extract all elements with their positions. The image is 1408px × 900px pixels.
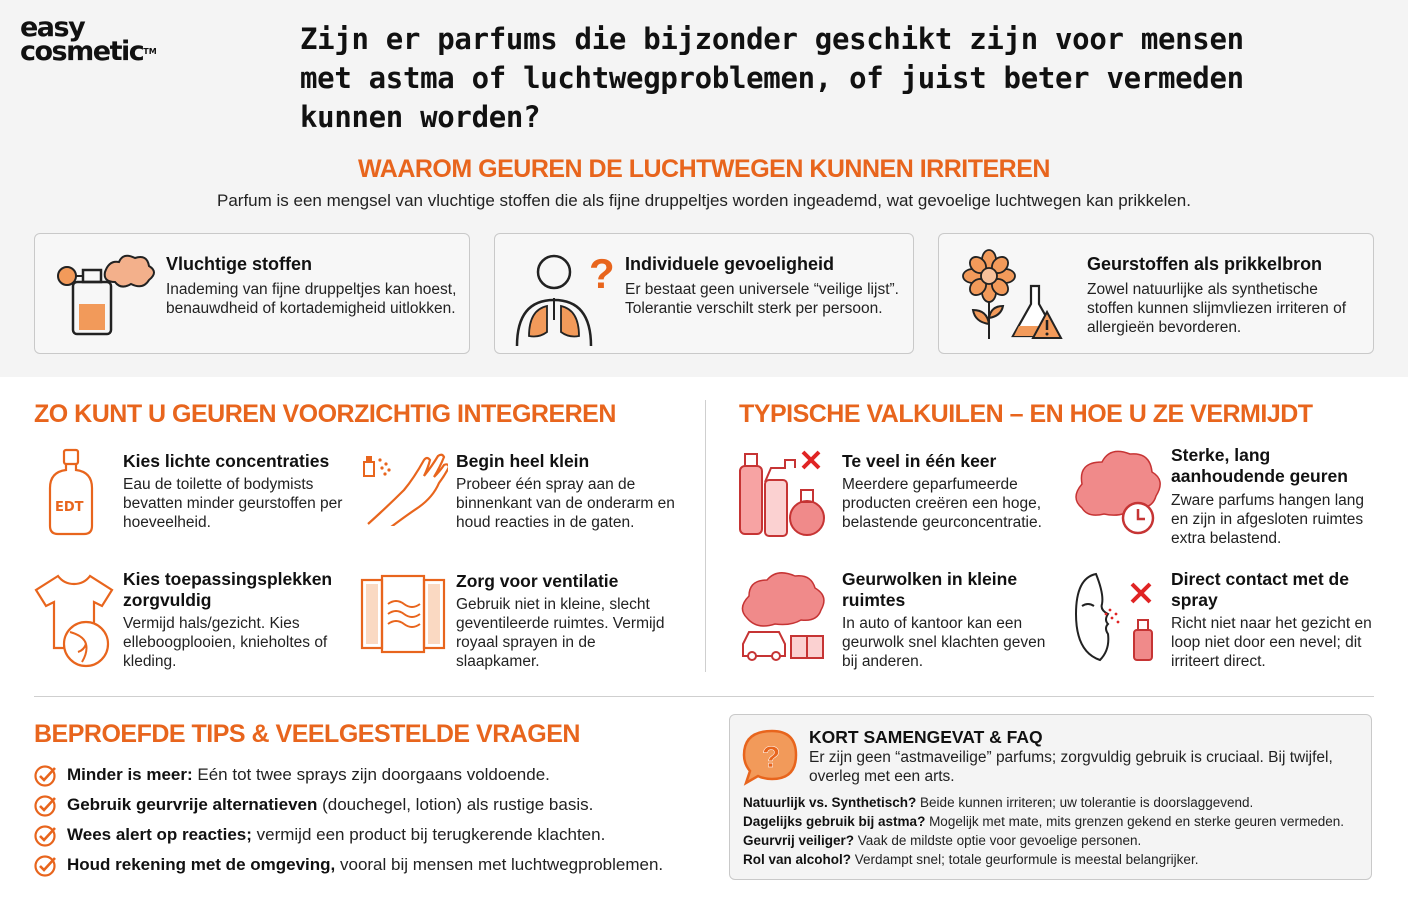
faq-answer: Vaak de mildste optie voor gevoelige personen. <box>854 833 1142 848</box>
faq-answer: Beide kunnen irriteren; uw tolerantie is doorslaggevend. <box>916 795 1254 810</box>
tip-bold: Wees alert op reacties; <box>67 825 252 844</box>
svg-text:?: ? <box>589 250 615 297</box>
tip-bold: Houd rekening met de omgeving, <box>67 855 336 874</box>
many-products-x-icon <box>737 448 833 540</box>
why-card-body: Er bestaat geen universele “veilige lijst”. Tolerantie verschilt sterk per persoon. <box>625 281 899 317</box>
careful-item-body: Probeer één spray aan de binnenkant van de onderarm en houd reacties in de gaten. <box>456 476 675 531</box>
careful-item-title: Zorg voor ventilatie <box>456 571 619 591</box>
careful-item-body: Gebruik niet in kleine, slecht geventileerde ruimtes. Vermijd royaal sprayen in de slaapkamer. <box>456 596 665 670</box>
careful-item-application <box>34 568 354 678</box>
perfume-spray-icon <box>49 246 169 346</box>
logo-tm: TM <box>143 47 157 56</box>
check-circle-icon <box>34 794 58 818</box>
careful-item-body: Eau de toilette of bodymists bevatten minder geurstoffen per hoeveelheid. <box>123 476 343 531</box>
pitfall-item-body: In auto of kantoor kan een geurwolk snel klachten geven bij anderen. <box>842 615 1046 670</box>
faq-question: Rol van alcohol? <box>743 852 852 867</box>
why-card-sensitivity <box>494 233 914 354</box>
face-spray-x-icon <box>1072 568 1162 664</box>
careful-item-title: Begin heel klein <box>456 451 590 471</box>
spray-hand-icon <box>358 446 448 526</box>
tips-list <box>34 764 714 884</box>
why-card-title: Individuele gevoeligheid <box>625 254 835 274</box>
pitfall-item-title: Direct contact met de spray <box>1171 569 1349 610</box>
tip-item <box>34 854 714 884</box>
pitfall-item-strong-scents <box>1072 444 1382 554</box>
why-card-title: Geurstoffen als prikkelbron <box>1087 254 1323 274</box>
tip-item <box>34 764 714 794</box>
edt-badge: EDT <box>55 500 84 515</box>
tip-text: Eén tot twee sprays zijn doorgaans voldoende. <box>192 765 550 784</box>
tip-text: (douchegel, lotion) als rustige basis. <box>317 795 594 814</box>
question-bubble-icon <box>742 727 802 787</box>
flower-flask-warning-icon <box>953 246 1073 346</box>
faq-qa <box>743 794 1368 812</box>
pitfall-item-title: Te veel in één keer <box>842 451 997 471</box>
careful-item-start-small <box>358 446 688 546</box>
why-card-volatile <box>34 233 470 354</box>
faq-summary: Er zijn geen “astmaveilige” parfums; zorgvuldig gebruik is cruciaal. Bij twijfel, overleg met een arts. <box>809 749 1333 785</box>
svg-text:?: ? <box>762 741 781 774</box>
faq-question: Dagelijks gebruik bij astma? <box>743 814 926 829</box>
careful-item-concentrations <box>44 448 344 548</box>
pitfall-item-direct-contact <box>1072 568 1382 678</box>
open-window-icon <box>358 568 448 658</box>
person-lungs-question-icon <box>509 246 619 346</box>
section-divider-horizontal <box>34 696 1374 697</box>
why-card-fragrance <box>938 233 1374 354</box>
check-circle-icon <box>34 854 58 878</box>
cloud-clock-icon <box>1072 444 1162 536</box>
faq-qa <box>743 832 1368 850</box>
faq-question: Geurvrij veiliger? <box>743 833 855 848</box>
faq-answer: Verdampt snel; totale geurformule is meestal belangrijker. <box>851 852 1199 867</box>
faq-question: Natuurlijk vs. Synthetisch? <box>743 795 917 810</box>
pitfall-item-small-rooms <box>737 568 1067 678</box>
faq-qa <box>743 813 1368 831</box>
careful-item-title: Kies toepassingsplekken zorgvuldig <box>123 569 333 610</box>
edt-bottle-icon <box>44 448 104 538</box>
why-card-body: Inademing van fijne druppeltjes kan hoest, benauwdheid of kortademigheid uitlokken. <box>166 281 457 317</box>
careful-item-ventilation <box>358 568 688 678</box>
check-circle-icon <box>34 824 58 848</box>
faq-title: KORT SAMENGEVAT & FAQ <box>809 727 1043 747</box>
why-card-body: Zowel natuurlijke als synthetische stoffen kunnen slijmvliezen irriteren of allergieën bevorderen. <box>1087 281 1347 336</box>
section-divider-vertical <box>705 400 706 672</box>
tip-item <box>34 794 714 824</box>
logo-line2: cosmetic <box>20 36 144 67</box>
pitfall-item-title: Sterke, lang aanhoudende geuren <box>1171 445 1348 486</box>
faq-qa <box>743 851 1368 869</box>
why-heading: WAAROM GEUREN DE LUCHTWEGEN KUNNEN IRRITEREN <box>358 155 1050 183</box>
tip-bold: Minder is meer: <box>67 765 193 784</box>
pitfall-item-body: Meerdere geparfumeerde producten creëren een hoge, belastende geurconcentratie. <box>842 476 1042 531</box>
careful-item-body: Vermijd hals/gezicht. Kies elleboogplooien, knieholtes of kleding. <box>123 615 328 670</box>
check-circle-icon <box>34 764 58 788</box>
pitfalls-heading: TYPISCHE VALKUILEN – EN HOE U ZE VERMIJDT <box>739 400 1313 428</box>
shirt-elbow-icon <box>34 568 114 668</box>
tip-item <box>34 824 714 854</box>
why-intro: Parfum is een mengsel van vluchtige stoffen die als fijne druppeltjes worden ingeademd, wat gevoelige luchtwegen kan prikkelen. <box>217 191 1191 210</box>
pitfall-item-title: Geurwolken in kleine ruimtes <box>842 569 1018 610</box>
pitfall-item-too-much <box>737 448 1067 548</box>
why-card-title: Vluchtige stoffen <box>166 254 313 274</box>
careful-heading: ZO KUNT U GEUREN VOORZICHTIG INTEGREREN <box>34 400 616 428</box>
tips-heading: BEPROEFDE TIPS & VEELGESTELDE VRAGEN <box>34 720 580 748</box>
tip-text: vermijd een product bij terugkerende klachten. <box>251 825 606 844</box>
faq-box <box>729 714 1372 880</box>
careful-item-title: Kies lichte concentraties <box>123 451 330 471</box>
logo-line1: easy <box>20 12 85 43</box>
logo <box>20 12 190 68</box>
tip-text: vooral bij mensen met luchtwegproblemen. <box>335 855 664 874</box>
cloud-car-office-icon <box>737 568 833 664</box>
tip-bold: Gebruik geurvrije alternatieven <box>67 795 318 814</box>
pitfall-item-body: Richt niet naar het gezicht en loop niet door een nevel; dit irriteert direct. <box>1171 615 1372 670</box>
pitfall-item-body: Zware parfums hangen lang en zijn in afgesloten ruimtes extra belastend. <box>1171 492 1365 547</box>
faq-answer: Mogelijk met mate, mits grenzen gekend en sterke geuren vermeden. <box>925 814 1345 829</box>
page-title: Zijn er parfums die bijzonder geschikt zijn voor mensen met astma of luchtwegproblemen, of juist beter vermeden kunnen worden? <box>300 22 1244 134</box>
